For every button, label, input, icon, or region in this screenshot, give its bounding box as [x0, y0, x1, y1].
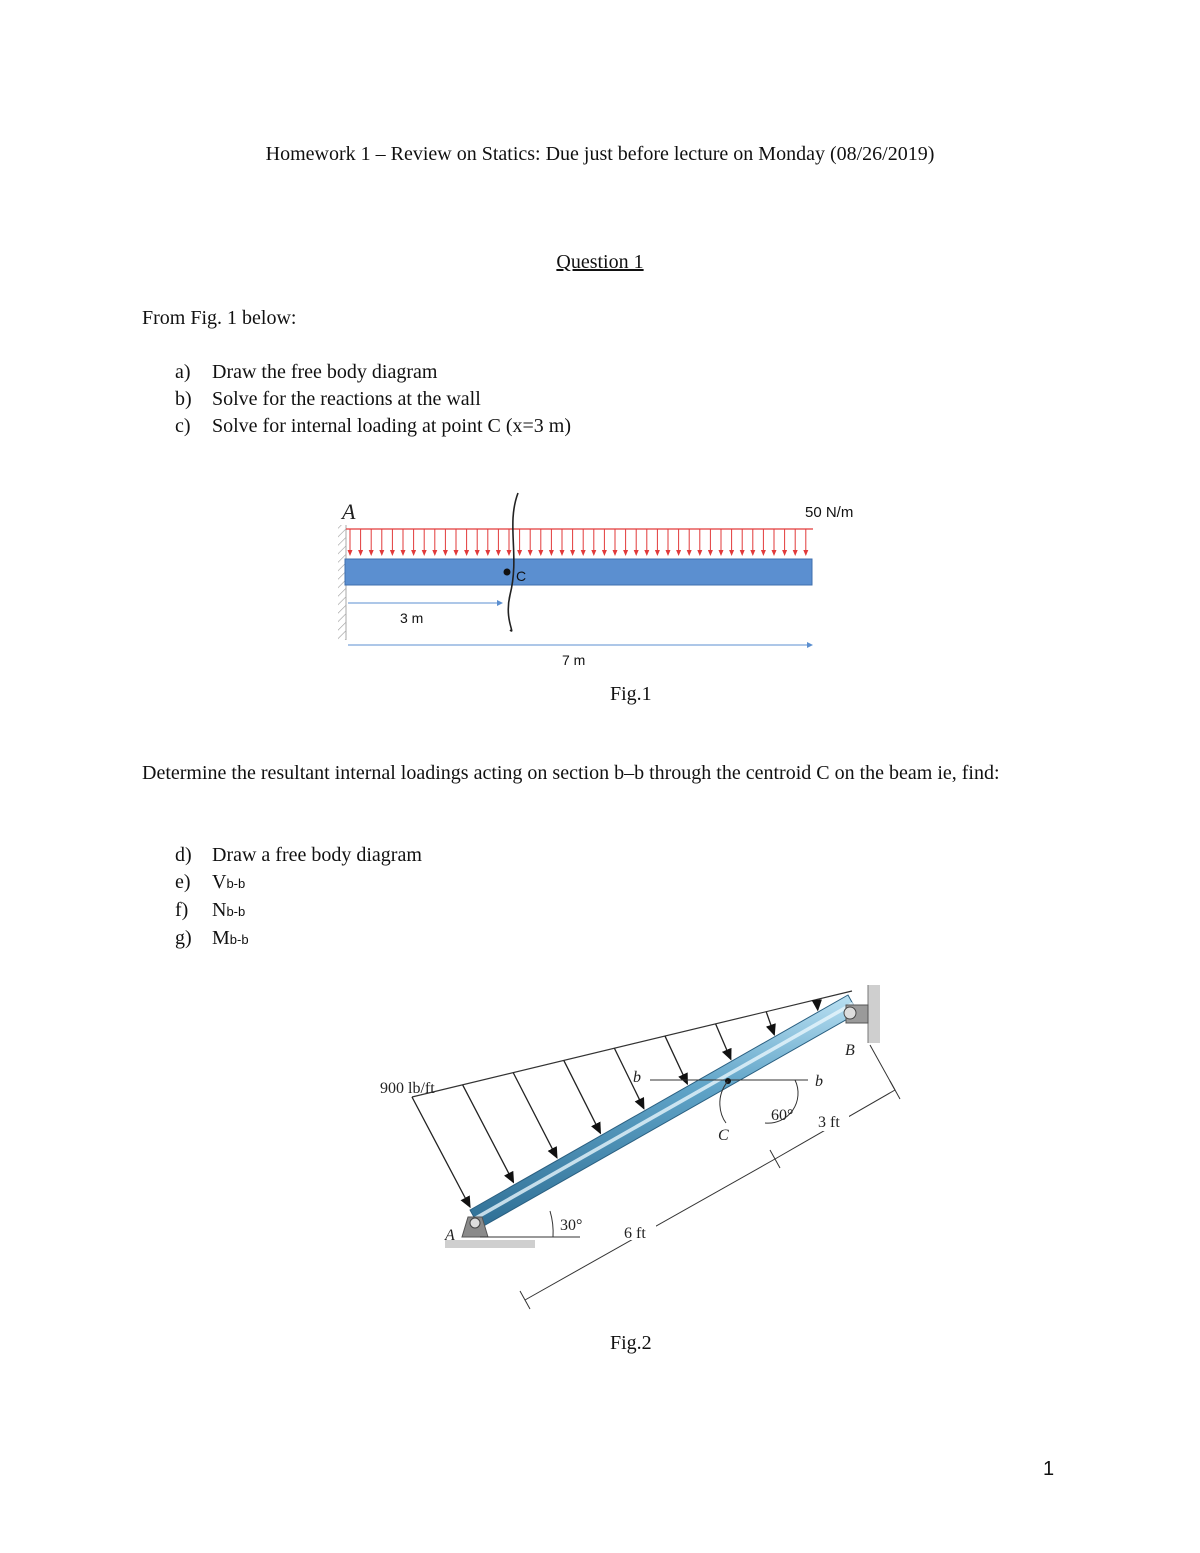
load-arrow — [665, 1036, 687, 1084]
load-arrow — [564, 1060, 601, 1133]
list-subscript: b-b — [226, 904, 246, 919]
dimension-3m-label: 3 m — [400, 610, 424, 626]
list-item — [175, 413, 571, 440]
load-arrow-head — [793, 550, 798, 556]
load-arrow-head — [485, 550, 490, 556]
load-arrow-head — [782, 550, 787, 556]
ground-a — [445, 1240, 535, 1248]
load-arrow-head — [528, 550, 533, 556]
dimension-6ft-label: 6 ft — [624, 1225, 646, 1242]
load-arrow-head — [750, 550, 755, 556]
load-arrow-head — [666, 550, 671, 556]
list-subscript: b-b — [229, 932, 249, 947]
page-title: Homework 1 – Review on Statics: Due just before lecture on Monday (08/26/2019) — [265, 143, 935, 165]
load-arrow — [412, 1097, 470, 1207]
list-marker: b) — [175, 388, 192, 410]
figure-1-caption: Fig.1 — [610, 683, 652, 705]
load-arrow-head — [454, 550, 459, 556]
dimension-6ft-tick-start — [520, 1291, 530, 1309]
load-arrow-head — [697, 550, 702, 556]
question-1-list — [175, 359, 571, 440]
load-arrow-head — [761, 550, 766, 556]
list-text: Draw the free body diagram — [212, 361, 438, 383]
load-arrow-head — [581, 550, 586, 556]
load-arrow-head — [507, 550, 512, 556]
load-arrow-head — [634, 550, 639, 556]
figure-1-diagram — [330, 485, 890, 675]
load-arrow — [513, 1073, 557, 1158]
list-text: M — [212, 927, 230, 949]
list-marker: e) — [175, 871, 191, 893]
question-1-intro: From Fig. 1 below: — [142, 307, 297, 329]
list-text: Draw a free body diagram — [212, 844, 422, 866]
distributed-load-arrows — [412, 999, 818, 1207]
wall-b — [868, 985, 880, 1043]
load-label: 50 N/m — [805, 504, 854, 521]
angle-30-arc — [550, 1211, 553, 1237]
load-arrow-head — [432, 550, 437, 556]
load-arrow-head — [443, 550, 448, 556]
load-arrow-head — [496, 550, 501, 556]
page-number: 1 — [1043, 1458, 1055, 1480]
list-marker: f) — [175, 899, 189, 921]
load-arrow-head — [729, 550, 734, 556]
load-arrow-head — [570, 550, 575, 556]
figure-2-caption: Fig.2 — [610, 1332, 652, 1354]
load-arrow-head — [676, 550, 681, 556]
load-arrow-head — [538, 550, 543, 556]
list-text: Solve for the reactions at the wall — [212, 388, 481, 410]
load-arrow-head — [390, 550, 395, 556]
list-item — [175, 386, 571, 413]
question-2-list — [175, 842, 422, 953]
section-b-left-label: b — [633, 1069, 641, 1086]
section-b-right-label: b — [815, 1073, 823, 1090]
pin-a — [470, 1218, 480, 1228]
list-item — [175, 925, 422, 953]
beam-highlight — [474, 1002, 854, 1220]
list-item — [175, 359, 571, 386]
list-subscript: b-b — [226, 876, 246, 891]
load-arrow-head — [591, 550, 596, 556]
load-arrow-head — [475, 550, 480, 556]
point-a-label: A — [445, 1227, 455, 1244]
dimension-7m-label: 7 m — [562, 652, 586, 668]
list-marker: a) — [175, 361, 191, 383]
load-arrow-head — [358, 550, 363, 556]
point-c-label: C — [516, 568, 527, 584]
load-arrow-head — [464, 550, 469, 556]
pin-b — [844, 1007, 856, 1019]
load-label: 900 lb/ft — [380, 1080, 435, 1097]
load-arrow-head — [369, 550, 374, 556]
load-arrow — [817, 999, 818, 1010]
load-arrow — [716, 1024, 731, 1059]
load-arrow-head — [613, 550, 618, 556]
load-arrow-head — [772, 550, 777, 556]
list-marker: g) — [175, 927, 192, 949]
question-1-heading — [0, 251, 1200, 274]
load-arrow — [766, 1012, 774, 1035]
question-2-paragraph: Determine the resultant internal loadings acting on section b–b through the centroid C on the beam ie, find: — [142, 762, 1000, 784]
list-item — [175, 842, 422, 869]
load-arrow-head — [602, 550, 607, 556]
question-1-heading-text: Question 1 — [556, 251, 644, 273]
angle-30-label: 30° — [560, 1217, 583, 1234]
load-arrow-head — [348, 550, 353, 556]
load-arrow-head — [379, 550, 384, 556]
load-arrow-head — [708, 550, 713, 556]
load-arrow-head — [644, 550, 649, 556]
point-c-marker — [504, 569, 511, 576]
load-arrow-head — [401, 550, 406, 556]
load-arrow-head — [422, 550, 427, 556]
load-arrow-head — [719, 550, 724, 556]
list-text: N — [212, 899, 227, 921]
figure-2-diagram — [370, 975, 910, 1315]
load-arrow-head — [517, 550, 522, 556]
load-arrow-head — [687, 550, 692, 556]
load-arrow-head — [740, 550, 745, 556]
list-item — [175, 897, 422, 925]
list-text: V — [212, 871, 227, 893]
point-a-label: A — [342, 499, 356, 524]
load-arrow-head — [411, 550, 416, 556]
distributed-load-arrows — [348, 529, 809, 556]
list-marker: d) — [175, 844, 192, 866]
list-marker: c) — [175, 415, 191, 437]
dimension-3ft-label: 3 ft — [818, 1114, 840, 1131]
dimension-extension-b — [870, 1045, 895, 1090]
angle-60-label: 60° — [771, 1107, 794, 1124]
list-text: Solve for internal loading at point C (x=3 m) — [212, 415, 571, 437]
load-arrow-head — [560, 550, 565, 556]
load-arrow-head — [623, 550, 628, 556]
load-arrow-head — [549, 550, 554, 556]
load-arrow — [463, 1085, 514, 1183]
beam — [345, 559, 812, 585]
list-item — [175, 869, 422, 897]
point-c-label: C — [718, 1127, 729, 1144]
point-b-label: B — [845, 1042, 855, 1059]
load-arrow-head — [803, 550, 808, 556]
load-arrow-head — [655, 550, 660, 556]
